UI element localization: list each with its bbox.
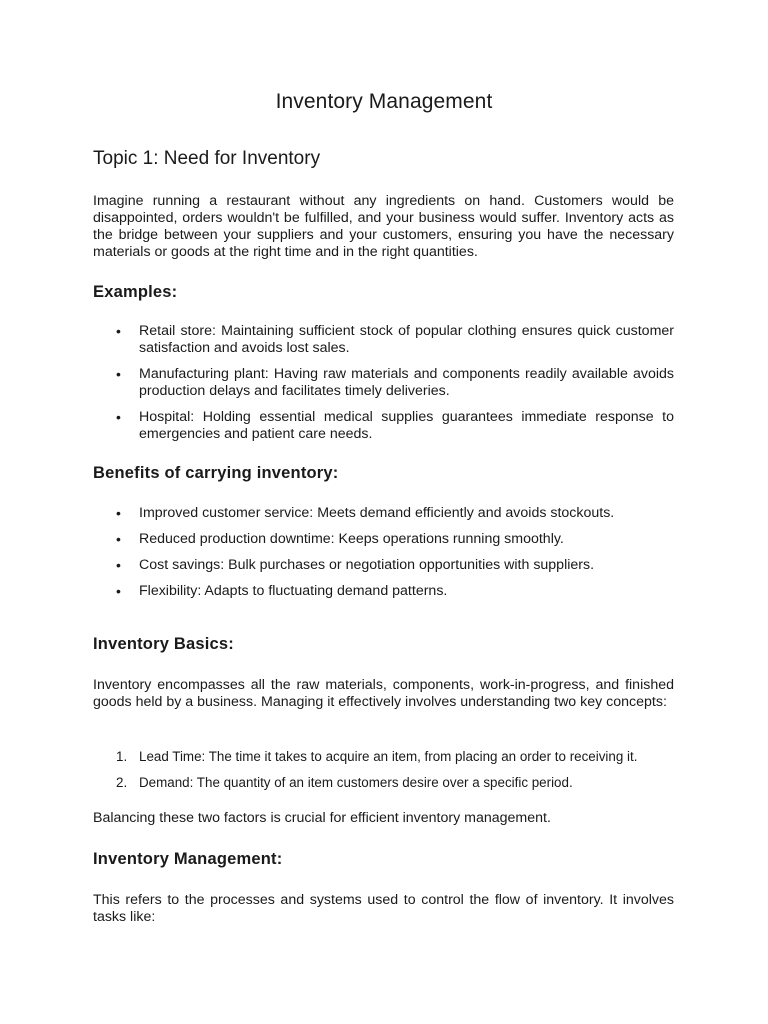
topic1-heading: Topic 1: Need for Inventory [93, 148, 321, 169]
example-hospital-text: Hospital: Holding essential medical supplies guarantees immediate response to emergencies and patient care needs. [139, 409, 674, 442]
bullet-icon: • [116, 366, 121, 382]
management-heading: Inventory Management: [93, 850, 283, 868]
lead-time-text: Lead Time: The time it takes to acquire an item, from placing an order to receiving it. [139, 749, 638, 764]
basics-numbered-list [93, 748, 693, 791]
bullet-icon: • [116, 409, 121, 425]
demand-text: Demand: The quantity of an item customers desire over a specific period. [139, 775, 573, 790]
list-item [93, 366, 674, 400]
benefits-list [93, 505, 674, 600]
list-item [93, 409, 674, 443]
list-item [93, 583, 674, 600]
basics-closing-paragraph: Balancing these two factors is crucial for efficient inventory management. [93, 810, 551, 826]
document-title: Inventory Management [275, 90, 493, 113]
bullet-icon: • [116, 583, 121, 599]
bullet-icon: • [116, 531, 121, 547]
bullet-icon: • [116, 557, 121, 573]
management-intro-paragraph: This refers to the processes and systems used to control the flow of inventory. It involves tasks like: [93, 892, 674, 925]
bullet-icon: • [116, 323, 121, 339]
benefit-customer-service-text: Improved customer service: Meets demand efficiently and avoids stockouts. [139, 505, 615, 521]
list-item [93, 505, 674, 522]
list-number: 2. [116, 775, 128, 790]
examples-heading: Examples: [93, 283, 178, 301]
bullet-icon: • [116, 505, 121, 521]
basics-intro-paragraph: Inventory encompasses all the raw materials, components, work-in-progress, and finished goods held by a business. Managing it effectively involves understanding two key concepts: [93, 677, 674, 710]
benefit-downtime-text: Reduced production downtime: Keeps operations running smoothly. [139, 531, 564, 547]
example-retail-text: Retail store: Maintaining sufficient stock of popular clothing ensures quick customer satisfaction and avoids lost sales. [139, 323, 674, 356]
benefit-cost-savings-text: Cost savings: Bulk purchases or negotiation opportunities with suppliers. [139, 557, 595, 573]
benefits-heading: Benefits of carrying inventory: [93, 464, 339, 482]
basics-heading: Inventory Basics: [93, 635, 234, 653]
topic1-intro-paragraph: Imagine running a restaurant without any ingredients on hand. Customers would be disappointed, orders wouldn't be fulfilled, and your business would suffer. Inventory acts as the bridge between your suppliers and your customers, ensuring you have the necessary materials or goods at the right time and in the right quantities. [93, 193, 674, 260]
example-manufacturing-text: Manufacturing plant: Having raw materials and components readily available avoids production delays and facilitates timely deliveries. [139, 366, 674, 399]
benefit-flexibility-text: Flexibility: Adapts to fluctuating demand patterns. [139, 583, 448, 599]
list-item [93, 323, 674, 357]
examples-list [93, 323, 674, 443]
list-item [93, 774, 693, 791]
list-number: 1. [116, 749, 128, 764]
list-item [93, 748, 693, 765]
list-item [93, 531, 674, 548]
list-item [93, 557, 674, 574]
